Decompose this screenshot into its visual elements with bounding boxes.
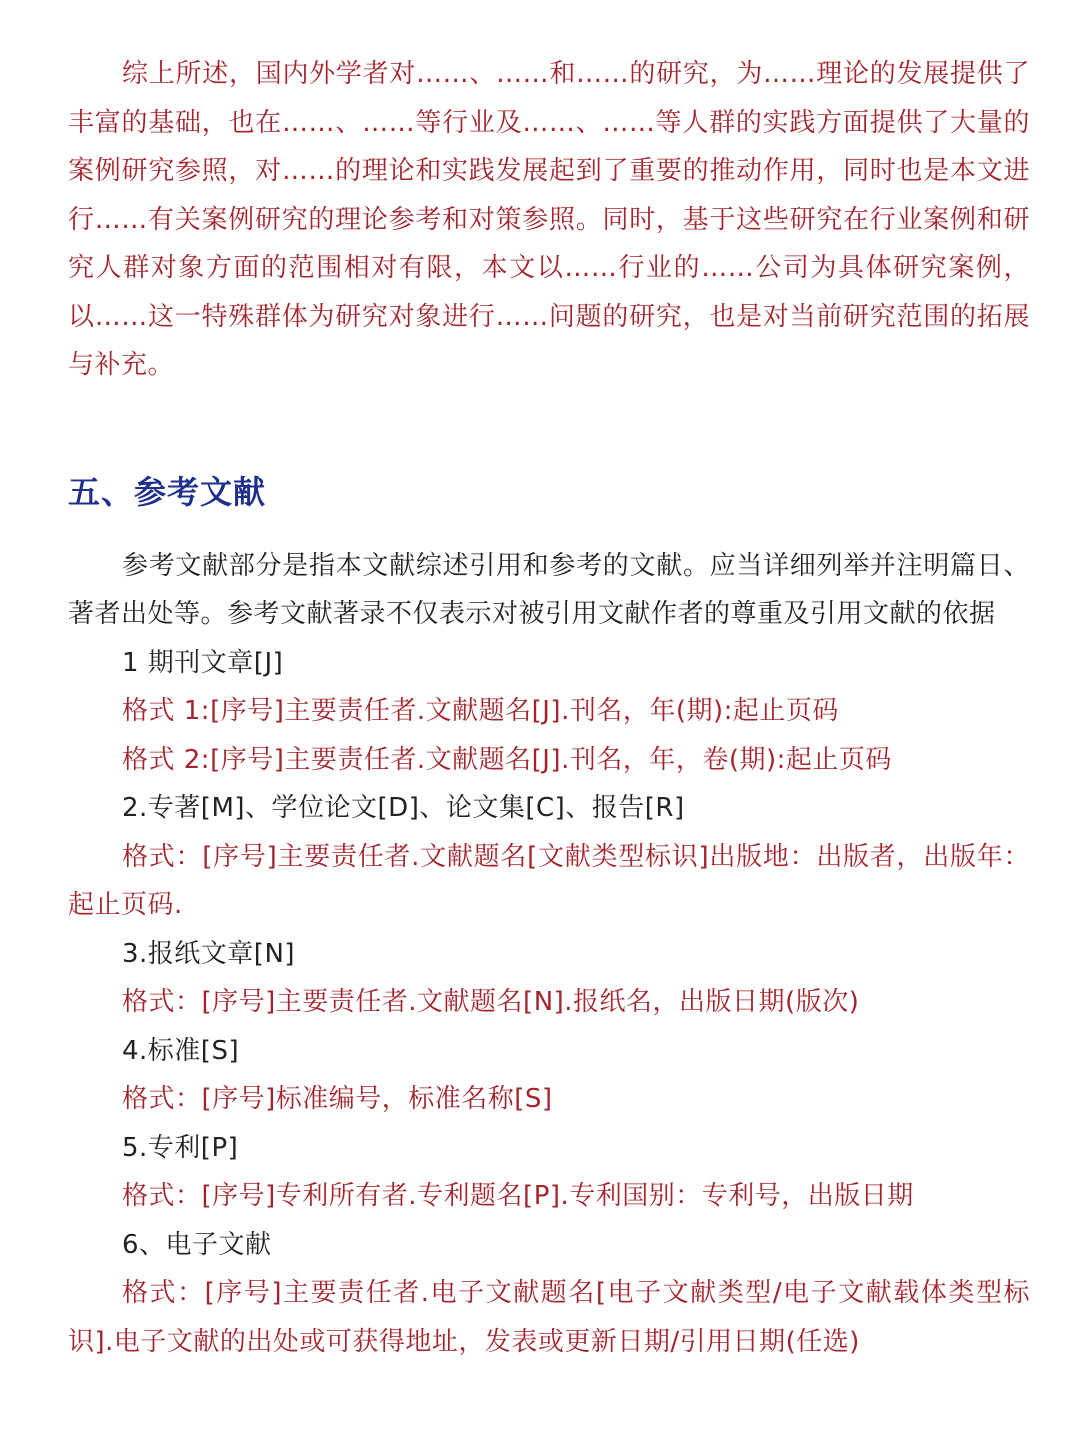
- ref-format-monograph: 格式：[序号]主要责任者.文献题名[文献类型标识]出版地：出版者，出版年：起止页码.: [68, 841, 1030, 920]
- summary-paragraph: 综上所述，国内外学者对……、……和……的研究，为……理论的发展提供了丰富的基础，也在……、……等行业及……、……等人群的实践方面提供了大量的案例研究参照，对……的理论和实践发展起到了重要的推动作用，同时也是本文进行……有关案例研究的理论参考和对策参照。同时，基于这些研究在行业案例和研究人群对象方面的范围相对有限，本文以……行业的……公司为具体研究案例，以……这一特殊群体为研究对象进行……问题的研究，也是对当前研究范围的拓展与补充。: [68, 59, 1030, 380]
- ref-type-patent: 5.专利[P]: [122, 1132, 239, 1163]
- ref-format-patent: 格式：[序号]专利所有者.专利题名[P].专利国别：专利号，出版日期: [122, 1181, 914, 1211]
- ref-format-journal-2: 格式 2:[序号]主要责任者.文献题名[J].刊名，年，卷(期):起止页码: [122, 744, 892, 775]
- ref-type-standard: 4.标准[S]: [122, 1035, 240, 1066]
- ref-type-electronic: 6、电子文献: [122, 1229, 272, 1260]
- section-heading: 五、参考文献: [68, 472, 267, 511]
- ref-format-newspaper: 格式：[序号]主要责任者.文献题名[N].报纸名，出版日期(版次): [122, 987, 860, 1017]
- ref-type-newspaper: 3.报纸文章[N]: [122, 938, 296, 969]
- ref-type-journal: 1 期刊文章[J]: [122, 647, 284, 678]
- ref-format-journal-1: 格式 1:[序号]主要责任者.文献题名[J].刊名，年(期):起止页码: [122, 696, 839, 726]
- reference-list: [68, 639, 1030, 1367]
- ref-format-standard: 格式：[序号]标准编号，标准名称[S]: [122, 1084, 553, 1114]
- ref-format-electronic: 格式：[序号]主要责任者.电子文献题名[电子文献类型/电子文献载体类型标识].电子文献的出处或可获得地址，发表或更新日期/引用日期(任选): [68, 1278, 1030, 1357]
- ref-type-monograph: 2.专著[M]、学位论文[D]、论文集[C]、报告[R]: [122, 793, 685, 823]
- document-page: [68, 50, 1030, 1366]
- intro-paragraph: 参考文献部分是指本文献综述引用和参考的文献。应当详细列举并注明篇日、著者出处等。参考文献著录不仅表示对被引用文献作者的尊重及引用文献的依据: [68, 550, 1030, 629]
